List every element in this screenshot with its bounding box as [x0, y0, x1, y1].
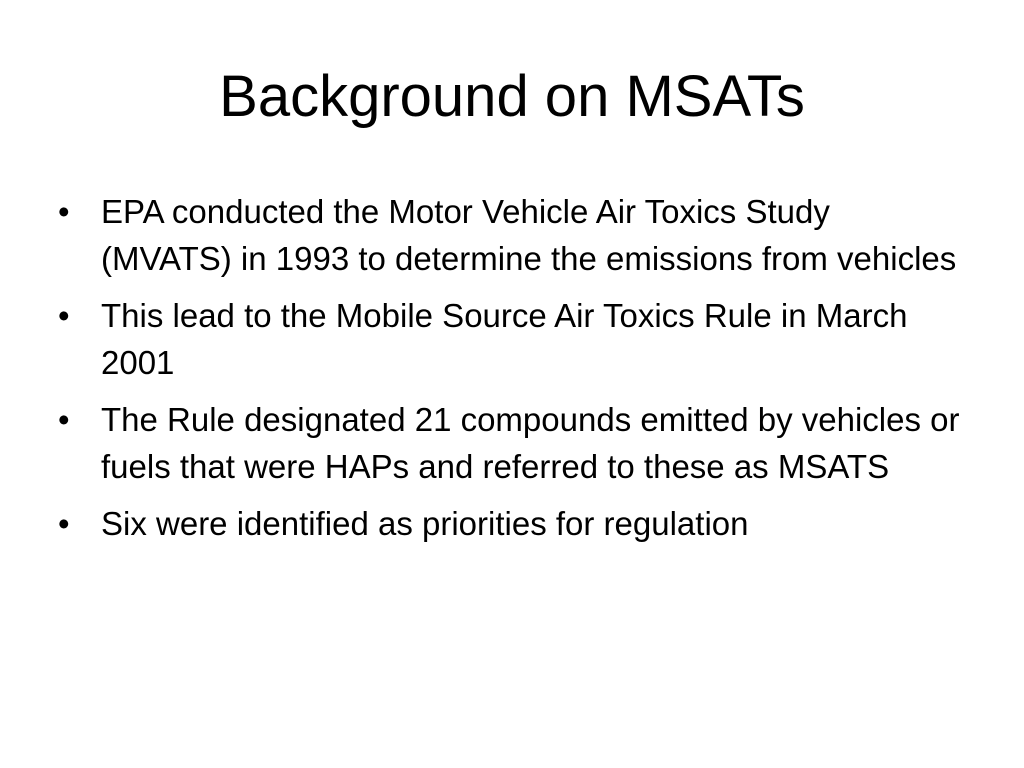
- bullet-item: [58, 292, 968, 386]
- bullet-item: [58, 500, 968, 547]
- bullet-text: This lead to the Mobile Source Air Toxics Rule in March 2001: [101, 297, 908, 381]
- bullet-icon: •: [58, 193, 70, 230]
- bullet-icon: •: [58, 401, 70, 438]
- bullet-icon: •: [58, 297, 70, 334]
- slide-title: Background on MSATs: [219, 64, 805, 129]
- bullet-text: The Rule designated 21 compounds emitted by vehicles or fuels that were HAPs and referred to these as MSATS: [101, 401, 960, 485]
- bullet-text: Six were identified as priorities for regulation: [101, 505, 749, 542]
- bullet-item: [58, 396, 968, 490]
- bullet-icon: •: [58, 505, 70, 542]
- bullet-list: [58, 188, 968, 557]
- bullet-text: EPA conducted the Motor Vehicle Air Toxics Study (MVATS) in 1993 to determine the emissions from vehicles: [101, 193, 957, 277]
- bullet-item: [58, 188, 968, 282]
